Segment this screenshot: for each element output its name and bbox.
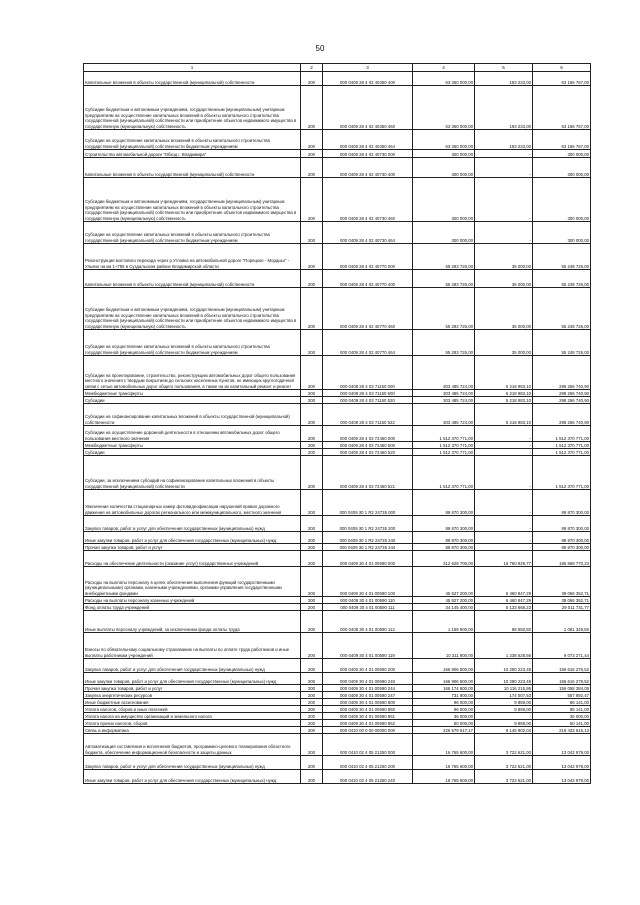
row-executed-cell: - (475, 456, 533, 490)
row-code-cell: 200 (301, 544, 323, 551)
row-executed-cell: 35 000,00 (475, 330, 533, 356)
row-executed-cell: - (475, 222, 533, 244)
table-row (84, 86, 591, 130)
row-kbk-cell: 000 0409 28 4 02 40350 460 (323, 86, 413, 130)
row-kbk-cell: 000 0409 28 4 03 72460 500 (323, 442, 413, 449)
row-approved-cell: 166 906 500,00 (413, 659, 475, 673)
row-remaining-cell: 39 066 352,71 (533, 597, 591, 604)
row-name-cell: Закупка товаров, работ и услуг для обеспечения государственных (муниципальных) нужд (84, 516, 301, 532)
row-name-cell: Иные закупки товаров, работ и услуг для обеспечения государственных (муниципальных) нужд (84, 770, 301, 784)
row-code-cell: 200 (301, 404, 323, 426)
row-approved-cell: 89 870 300,00 (413, 532, 475, 544)
row-code-cell: 200 (301, 490, 323, 516)
row-code-cell: 200 (301, 442, 323, 449)
row-remaining-cell: 89 870 300,00 (533, 532, 591, 544)
row-approved-cell: 34 145 400,00 (413, 604, 475, 611)
row-approved-cell: 55 283 726,00 (413, 244, 475, 270)
row-code-cell: 200 (301, 456, 323, 490)
row-name-cell: Расходы на выплаты персоналу казенных учреждений (84, 597, 301, 604)
row-code-cell: 200 (301, 673, 323, 685)
row-code-cell: 200 (301, 426, 323, 442)
table-row (84, 330, 591, 356)
table-row (84, 490, 591, 516)
row-code-cell: 200 (301, 330, 323, 356)
row-approved-cell: 166 174 600,00 (413, 685, 475, 692)
row-executed-cell: - (475, 449, 533, 456)
row-name-cell: Расходы на обеспечение деятельности (оказание услуг) государственных учреждений (84, 551, 301, 567)
row-approved-cell: 303 485 724,00 (413, 390, 475, 397)
row-name-cell: Строительство автомобильной дороги "Обход г. Владимира" (84, 150, 301, 158)
row-name-cell: Межбюджетные трансферты (84, 390, 301, 397)
row-remaining-cell: 195 868 770,23 (533, 551, 591, 567)
row-remaining-cell: 55 248 726,00 (533, 270, 591, 288)
row-kbk-cell: 000 0409 30 4 01 00590 100 (323, 567, 413, 597)
table-row (84, 449, 591, 456)
table-row (84, 158, 591, 178)
row-approved-cell: 45 527 200,00 (413, 597, 475, 604)
table-row (84, 706, 591, 713)
page-number: 50 (315, 44, 325, 53)
table-row (84, 150, 591, 158)
row-code-cell: 200 (301, 713, 323, 720)
row-kbk-cell: 000 0409 28 4 02 40350 400 (323, 72, 413, 86)
row-approved-cell: 89 870 300,00 (413, 544, 475, 551)
row-kbk-cell: 000 0409 28 4 03 71150 000 (323, 356, 413, 390)
row-executed-cell: 193 233,00 (475, 72, 533, 86)
table-header-row (84, 64, 591, 72)
table-row (84, 699, 591, 706)
table-row (84, 178, 591, 222)
row-remaining-cell: 63 166 767,00 (533, 86, 591, 130)
row-name-cell: Субсидии на проектирование, строительство, реконструкцию автомобильных дорог общего пользования местного значения с твердым покрытием до сельских населенных пунктов, не имеющих круглогодичной связи с сетью автомобильных дорог общего пользования, а также на их капитальный ремонт и ремонт (84, 356, 301, 390)
row-remaining-cell: 89 870 300,00 (533, 516, 591, 532)
row-executed-cell: - (475, 442, 533, 449)
row-executed-cell: 8 145 902,04 (475, 727, 533, 734)
row-name-cell: Субсидии бюджетным и автономным учреждениям, государственным (муниципальным) унитарным предприятиям на осуществление капитальных вложений в объекты капитального строительства государственной (муниципальной) собственности или приобретение объектов недвижимого имущества в государственную (муниципальную) собственность (84, 178, 301, 222)
row-remaining-cell: 50 141,00 (533, 720, 591, 727)
row-approved-cell: 55 283 726,00 (413, 270, 475, 288)
row-code-cell: 200 (301, 288, 323, 330)
table-row (84, 604, 591, 611)
row-approved-cell: 300 000,00 (413, 150, 475, 158)
row-name-cell: Уплата прочих налогов, сборов (84, 720, 301, 727)
row-name-cell: Связь и информатика (84, 727, 301, 734)
row-code-cell: 200 (301, 734, 323, 756)
table-row (84, 567, 591, 597)
row-name-cell: Закупка энергетических ресурсов (84, 692, 301, 699)
row-kbk-cell: 000 0409 30 4 01 00590 200 (323, 659, 413, 673)
row-remaining-cell: 39 066 352,71 (533, 567, 591, 597)
row-code-cell: 200 (301, 604, 323, 611)
row-remaining-cell: 1 512 370 771,00 (533, 456, 591, 490)
table-row (84, 770, 591, 784)
row-executed-cell: 5 218 983,10 (475, 356, 533, 390)
row-remaining-cell: 300 000,00 (533, 150, 591, 158)
row-name-cell: Уплата налога на имущество организаций и земельного налога (84, 713, 301, 720)
row-remaining-cell: 156 058 384,05 (533, 685, 591, 692)
table-row (84, 532, 591, 544)
row-executed-cell: - (475, 516, 533, 532)
row-name-cell: Субсидии (84, 397, 301, 404)
row-remaining-cell: 63 166 767,00 (533, 72, 591, 86)
row-kbk-cell: 000 0410 02 4 05 21250 000 (323, 734, 413, 756)
row-remaining-cell: 63 166 767,00 (533, 130, 591, 150)
row-kbk-cell: 000 0409 28 4 03 72460 000 (323, 426, 413, 442)
row-approved-cell: 10 311 900,00 (413, 633, 475, 659)
row-kbk-cell: 000 0410 00 0 00 00000 000 (323, 727, 413, 734)
row-remaining-cell: 300 000,00 (533, 178, 591, 222)
row-name-cell: Закупка товаров, работ и услуг для обеспечения государственных (муниципальных) нужд (84, 659, 301, 673)
table-row (84, 685, 591, 692)
row-kbk-cell: 000 0409 30 4 01 00590 119 (323, 633, 413, 659)
row-approved-cell: 16 765 600,00 (413, 770, 475, 784)
row-approved-cell: 96 000,00 (413, 699, 475, 706)
row-name-cell: Субсидии (84, 449, 301, 456)
row-executed-cell: - (475, 532, 533, 544)
table-row (84, 404, 591, 426)
row-name-cell: Фонд оплаты труда учреждений (84, 604, 301, 611)
row-name-cell: Прочая закупка товаров, работ и услуг (84, 544, 301, 551)
row-name-cell: Субсидии бюджетным и автономным учреждениям, государственным (муниципальным) унитарным предприятиям на осуществление капитальных вложений в объекты капитального строительства государственной (муниципальной) собственности или приобретение объектов недвижимого имущества в государственную (муниципальную) собственность (84, 86, 301, 130)
table-row (84, 397, 591, 404)
row-code-cell: 200 (301, 727, 323, 734)
row-kbk-cell: 000 0409 30 4 01 00590 850 (323, 706, 413, 713)
row-code-cell: 200 (301, 633, 323, 659)
row-executed-cell: 88 550,50 (475, 611, 533, 633)
row-name-cell: Взносы по обязательному социальному страхованию на выплаты по оплате труда работников и иные выплаты работникам учреждений (84, 633, 301, 659)
row-code-cell: 200 (301, 397, 323, 404)
row-remaining-cell: 557 892,47 (533, 692, 591, 699)
table-row (84, 673, 591, 685)
header-cell: 5 (475, 64, 533, 72)
table-row (84, 456, 591, 490)
row-code-cell: 200 (301, 130, 323, 150)
table-row (84, 390, 591, 397)
row-approved-cell: 45 527 200,00 (413, 567, 475, 597)
table-row (84, 692, 591, 699)
row-executed-cell: 9 859,00 (475, 720, 533, 727)
row-kbk-cell: 000 0409 28 4 02 40770 460 (323, 288, 413, 330)
row-kbk-cell: 000 0410 02 4 05 21250 240 (323, 770, 413, 784)
row-approved-cell: 300 000,00 (413, 178, 475, 222)
row-name-cell: Увеличение количества стационарных камер фотовидеофиксации нарушений правил дорожного движения на автомобильных дорогах регионального или межмуниципального, местного значения (84, 490, 301, 516)
row-executed-cell: - (475, 178, 533, 222)
header-cell: 4 (413, 64, 475, 72)
row-code-cell: 200 (301, 756, 323, 770)
row-code-cell: 200 (301, 706, 323, 713)
row-kbk-cell: 000 0409 30 1 R2 24735 000 (323, 490, 413, 516)
row-kbk-cell: 000 0409 30 4 01 00590 244 (323, 685, 413, 692)
row-kbk-cell: 000 0409 28 4 02 40730 460 (323, 178, 413, 222)
header-cell: 1 (84, 64, 301, 72)
row-name-cell: Межбюджетные трансферты (84, 442, 301, 449)
row-code-cell: 200 (301, 532, 323, 544)
table-row (84, 426, 591, 442)
table-row (84, 72, 591, 86)
row-kbk-cell: 000 0409 28 4 03 72460 520 (323, 449, 413, 456)
row-executed-cell: 3 722 621,00 (475, 756, 533, 770)
row-executed-cell: 9 859,00 (475, 699, 533, 706)
row-kbk-cell: 000 0409 30 4 01 00590 110 (323, 597, 413, 604)
row-code-cell: 200 (301, 685, 323, 692)
row-code-cell: 200 (301, 567, 323, 597)
row-code-cell: 200 (301, 150, 323, 158)
row-code-cell: 200 (301, 222, 323, 244)
row-kbk-cell: 000 0409 30 1 R2 24735 240 (323, 532, 413, 544)
row-code-cell: 200 (301, 449, 323, 456)
row-code-cell: 200 (301, 270, 323, 288)
row-remaining-cell: 298 266 740,90 (533, 397, 591, 404)
row-name-cell: Субсидии на осуществление капитальных вложений в объекты капитального строительства государственной (муниципальной) собственности бюджетным учреждениям (84, 222, 301, 244)
row-code-cell: 200 (301, 86, 323, 130)
row-code-cell: 200 (301, 611, 323, 633)
table-row (84, 244, 591, 270)
row-executed-cell: 3 722 621,00 (475, 770, 533, 784)
row-code-cell: 200 (301, 692, 323, 699)
row-approved-cell: 63 360 000,00 (413, 86, 475, 130)
row-executed-cell: - (475, 713, 533, 720)
row-remaining-cell: 29 011 731,77 (533, 604, 591, 611)
row-approved-cell: 300 000,00 (413, 222, 475, 244)
row-name-cell: Иные бюджетные ассигнования (84, 699, 301, 706)
row-executed-cell: 9 859,00 (475, 706, 533, 713)
row-remaining-cell: 13 042 979,00 (533, 770, 591, 784)
row-executed-cell: 3 722 621,00 (475, 734, 533, 756)
row-name-cell: Иные выплаты персоналу учреждений, за исключением фонда оплаты труда (84, 611, 301, 633)
row-approved-cell: 166 906 500,00 (413, 673, 475, 685)
row-executed-cell: - (475, 150, 533, 158)
row-remaining-cell: 1 512 370 771,00 (533, 442, 591, 449)
row-executed-cell: 35 000,00 (475, 288, 533, 330)
row-remaining-cell: 55 248 726,00 (533, 288, 591, 330)
row-code-cell: 200 (301, 720, 323, 727)
row-name-cell: Субсидии, за исключением субсидий на софинансирование капитальных вложений в объекты государственной (муниципальной) собственности (84, 456, 301, 490)
row-code-cell: 200 (301, 158, 323, 178)
row-executed-cell: 16 760 929,77 (475, 551, 533, 567)
row-name-cell: Уплата налогов, сборов и иных платежей (84, 706, 301, 713)
table-row (84, 516, 591, 532)
row-kbk-cell: 000 0409 30 4 01 00590 851 (323, 713, 413, 720)
row-code-cell: 200 (301, 597, 323, 604)
table-row (84, 544, 591, 551)
row-code-cell: 200 (301, 390, 323, 397)
row-name-cell: Субсидии на осуществление капитальных вложений в объекты капитального строительства государственной (муниципальной) собственности бюджетным учреждениям (84, 130, 301, 150)
row-approved-cell: 1 512 370 771,00 (413, 449, 475, 456)
row-approved-cell: 16 765 600,00 (413, 734, 475, 756)
row-code-cell: 200 (301, 551, 323, 567)
row-executed-cell: - (475, 426, 533, 442)
row-code-cell: 200 (301, 356, 323, 390)
row-remaining-cell: 36 000,00 (533, 713, 591, 720)
row-name-cell: Иные закупки товаров, работ и услуг для обеспечения государственных (муниципальных) нужд (84, 673, 301, 685)
row-kbk-cell: 000 0409 28 4 03 71150 522 (323, 404, 413, 426)
row-kbk-cell: 000 0409 30 4 01 00590 000 (323, 551, 413, 567)
row-remaining-cell: 89 870 300,00 (533, 544, 591, 551)
header-cell: 6 (533, 64, 591, 72)
row-approved-cell: 55 283 726,00 (413, 330, 475, 356)
row-remaining-cell: 9 073 271,44 (533, 633, 591, 659)
header-cell: 2 (301, 64, 323, 72)
row-name-cell: Иные закупки товаров, работ и услуг для обеспечения государственных (муниципальных) нужд (84, 532, 301, 544)
row-executed-cell: 35 000,00 (475, 270, 533, 288)
table-row (84, 288, 591, 330)
row-kbk-cell: 000 0409 28 4 03 71150 500 (323, 390, 413, 397)
row-executed-cell: - (475, 158, 533, 178)
row-kbk-cell: 000 0409 28 4 02 40770 464 (323, 330, 413, 356)
row-name-cell: Субсидии на софинансирование капитальных вложений в объекты государственной (муниципальной) собственности (84, 404, 301, 426)
row-remaining-cell: 55 248 726,00 (533, 244, 591, 270)
table-row (84, 130, 591, 150)
row-kbk-cell: 000 0409 30 4 01 00590 800 (323, 699, 413, 706)
row-executed-cell: 5 218 983,10 (475, 397, 533, 404)
table-row (84, 270, 591, 288)
row-approved-cell: 1 512 370 771,00 (413, 442, 475, 449)
budget-table (83, 63, 591, 784)
row-approved-cell: 63 360 000,00 (413, 72, 475, 86)
row-executed-cell: 6 460 847,29 (475, 597, 533, 604)
row-name-cell: Закупка товаров, работ и услуг для обеспечения государственных (муниципальных) нужд (84, 756, 301, 770)
row-approved-cell: 303 485 724,00 (413, 404, 475, 426)
row-remaining-cell: 298 266 740,90 (533, 356, 591, 390)
row-kbk-cell: 000 0409 28 4 02 40730 400 (323, 158, 413, 178)
row-approved-cell: 212 629 700,00 (413, 551, 475, 567)
row-kbk-cell: 000 0409 28 4 02 40350 464 (323, 130, 413, 150)
row-remaining-cell: 298 266 740,90 (533, 404, 591, 426)
table-row (84, 222, 591, 244)
row-approved-cell: 55 283 726,00 (413, 288, 475, 330)
row-remaining-cell: 156 616 276,52 (533, 659, 591, 673)
table-row (84, 727, 591, 734)
row-approved-cell: 303 485 724,00 (413, 397, 475, 404)
row-executed-cell: 1 238 628,56 (475, 633, 533, 659)
row-approved-cell: 731 900,00 (413, 692, 475, 699)
row-kbk-cell: 000 0409 30 4 01 00590 111 (323, 604, 413, 611)
row-kbk-cell: 000 0409 28 4 02 40730 464 (323, 222, 413, 244)
row-kbk-cell: 000 0409 28 4 02 40770 000 (323, 244, 413, 270)
row-name-cell: Субсидии бюджетным и автономным учреждениям, государственным (муниципальным) унитарным предприятиям на осуществление капитальных вложений в объекты капитального строительства государственной (муниципальной) собственности или приобретение объектов недвижимого имущества в государственную (муниципальную) собственность (84, 288, 301, 330)
row-approved-cell: 89 870 300,00 (413, 490, 475, 516)
row-approved-cell: 1 512 370 771,00 (413, 456, 475, 490)
row-kbk-cell: 000 0409 30 4 01 00590 112 (323, 611, 413, 633)
row-kbk-cell: 000 0409 28 4 02 40730 000 (323, 150, 413, 158)
table-row (84, 720, 591, 727)
row-remaining-cell: 86 141,00 (533, 706, 591, 713)
row-remaining-cell: 1 512 370 771,00 (533, 426, 591, 442)
row-name-cell: Капитальные вложения в объекты государственной (муниципальной) собственности (84, 158, 301, 178)
row-approved-cell: 1 169 900,00 (413, 611, 475, 633)
row-name-cell: Капитальные вложения в объекты государственной (муниципальной) собственности (84, 72, 301, 86)
table-row (84, 442, 591, 449)
row-executed-cell: 174 007,53 (475, 692, 533, 699)
table-row (84, 713, 591, 720)
row-kbk-cell: 000 0410 02 4 05 21250 200 (323, 756, 413, 770)
row-code-cell: 200 (301, 516, 323, 532)
row-executed-cell: 5 218 983,10 (475, 404, 533, 426)
row-kbk-cell: 000 0409 28 4 03 72460 521 (323, 456, 413, 490)
table-row (84, 597, 591, 604)
row-remaining-cell: 89 870 300,00 (533, 490, 591, 516)
row-executed-cell: 193 233,00 (475, 130, 533, 150)
row-remaining-cell: 300 000,00 (533, 158, 591, 178)
table-row (84, 659, 591, 673)
row-code-cell: 200 (301, 659, 323, 673)
row-approved-cell: 60 000,00 (413, 720, 475, 727)
row-kbk-cell: 000 0409 28 4 03 71150 520 (323, 397, 413, 404)
header-cell: 3 (323, 64, 413, 72)
table-row (84, 734, 591, 756)
row-kbk-cell: 000 0409 30 1 R2 24735 200 (323, 516, 413, 532)
row-code-cell: 200 (301, 72, 323, 86)
row-remaining-cell: 156 616 276,52 (533, 673, 591, 685)
table-row (84, 611, 591, 633)
row-name-cell: Субсидии на осуществление капитальных вложений в объекты капитального строительства государственной (муниципальной) собственности бюджетным учреждениям (84, 330, 301, 356)
row-kbk-cell: 000 0409 30 1 R2 24735 244 (323, 544, 413, 551)
row-executed-cell: 5 218 983,10 (475, 390, 533, 397)
row-executed-cell: - (475, 490, 533, 516)
row-executed-cell: 35 000,00 (475, 244, 533, 270)
row-remaining-cell: 300 000,00 (533, 222, 591, 244)
row-kbk-cell: 000 0409 30 4 01 00590 852 (323, 720, 413, 727)
table-row (84, 551, 591, 567)
row-remaining-cell: 1 512 370 771,00 (533, 449, 591, 456)
row-approved-cell: 300 000,00 (413, 158, 475, 178)
row-remaining-cell: 218 433 615,13 (533, 727, 591, 734)
row-code-cell: 200 (301, 244, 323, 270)
row-approved-cell: 16 765 600,00 (413, 756, 475, 770)
row-kbk-cell: 000 0409 28 4 02 40770 400 (323, 270, 413, 288)
row-name-cell: Реконструкция мостового перехода через р.Угловка на автомобильной дороге "Порецкое - Мордыш" - Ульяно на км 1+755 в Суздальском районе Владимирской области (84, 244, 301, 270)
row-executed-cell: 10 116 215,95 (475, 685, 533, 692)
row-executed-cell: 193 233,00 (475, 86, 533, 130)
row-executed-cell: - (475, 544, 533, 551)
row-approved-cell: 89 870 300,00 (413, 516, 475, 532)
row-executed-cell: 10 290 223,48 (475, 673, 533, 685)
row-approved-cell: 96 000,00 (413, 706, 475, 713)
row-code-cell: 200 (301, 178, 323, 222)
row-name-cell: Расходы на выплаты персоналу в целях обеспечения выполнения функций государственными (муниципальными) органами, казенными учреждениями, органами управления государственными внебюджетными фондами (84, 567, 301, 597)
row-name-cell: Прочая закупка товаров, работ и услуг (84, 685, 301, 692)
row-name-cell: Автоматизация составления и исполнения бюджетов, программно-целевого планирования областного бюджета, обеспечение информационной безопасности и защиты данных (84, 734, 301, 756)
row-executed-cell: 6 460 847,29 (475, 567, 533, 597)
row-kbk-cell: 000 0409 30 4 01 00590 247 (323, 692, 413, 699)
row-executed-cell: 5 133 668,23 (475, 604, 533, 611)
row-name-cell: Капитальные вложения в объекты государственной (муниципальной) собственности (84, 270, 301, 288)
row-name-cell: Субсидии на осуществление дорожной деятельности в отношении автомобильных дорог общего пользования местного значения (84, 426, 301, 442)
row-remaining-cell: 13 042 979,00 (533, 756, 591, 770)
row-executed-cell: 10 290 223,48 (475, 659, 533, 673)
row-remaining-cell: 13 042 979,00 (533, 734, 591, 756)
row-remaining-cell: 55 248 726,00 (533, 330, 591, 356)
row-approved-cell: 36 000,00 (413, 713, 475, 720)
row-code-cell: 200 (301, 699, 323, 706)
row-approved-cell: 1 512 370 771,00 (413, 426, 475, 442)
row-approved-cell: 226 579 517,17 (413, 727, 475, 734)
table-row (84, 756, 591, 770)
row-kbk-cell: 000 0409 30 4 01 00590 240 (323, 673, 413, 685)
table-row (84, 633, 591, 659)
row-approved-cell: 303 485 724,00 (413, 356, 475, 390)
row-approved-cell: 63 360 000,00 (413, 130, 475, 150)
row-remaining-cell: 1 081 349,50 (533, 611, 591, 633)
row-code-cell: 200 (301, 770, 323, 784)
row-remaining-cell: 298 266 740,90 (533, 390, 591, 397)
row-remaining-cell: 86 141,00 (533, 699, 591, 706)
table-row (84, 356, 591, 390)
